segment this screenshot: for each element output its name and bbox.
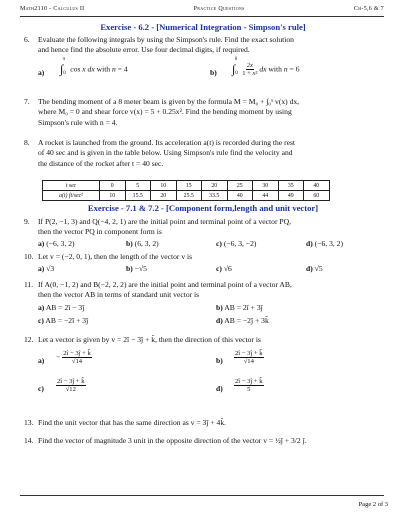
q9-option-d: (−6, 3, 2) [314, 239, 343, 248]
q12-number: 12. [24, 335, 34, 344]
table-cell: 25 [227, 181, 253, 191]
q14-line1: Find the vector of magnitude 3 unit in the opposite direction of the vector v = ½ĵ + 3/2 ĵ. [38, 436, 307, 445]
q8-line1: A rocket is launched from the ground. Its acceleration a(t) is recorded during the rest [38, 138, 296, 147]
q11-option-a: AB = 2î − 3ĵ [45, 303, 85, 312]
q6-a-label: a) [38, 68, 45, 77]
question-8 [24, 138, 389, 169]
q12-a-denominator: √14 [71, 358, 83, 365]
question-12 [24, 335, 389, 345]
table-cell: 40 [304, 181, 330, 191]
q10-options [38, 264, 388, 274]
q9-option-b: (6, 3, 2) [134, 239, 159, 248]
q11-option-c: AB = −2î + 3ĵ [45, 316, 89, 325]
table-cell: 15 [176, 181, 202, 191]
q12-options [38, 350, 388, 410]
q6-b-label: b) [210, 68, 217, 77]
option-c-label: c) [216, 239, 222, 248]
q12-a-sign: − [56, 352, 61, 362]
q6-line1: Evaluate the following integrals by using the Simpson's rule. Find the exact solution [38, 35, 294, 44]
option-c-label: c) [216, 264, 222, 273]
table-row-acceleration [43, 191, 330, 201]
q9-number: 9. [24, 217, 30, 226]
header-chapters: Ch-5,6 & 7 [353, 6, 384, 12]
q11-line2: then the vector AB in terms of standard unit vector is [38, 290, 200, 300]
option-b-label: b) [216, 356, 223, 365]
q13-line1: Find the unit vector that has the same direction as v = 3ĵ + 4k̂. [38, 418, 227, 427]
q12-option-c [56, 378, 86, 393]
option-d-label: d) [306, 264, 313, 273]
q6-number: 6. [24, 35, 30, 44]
q13-number: 13. [24, 418, 34, 427]
question-6 [24, 35, 389, 56]
q10-option-d: √5 [314, 264, 323, 273]
option-d-label: d) [216, 316, 223, 325]
q12-option-a [56, 350, 92, 365]
q14-number: 14. [24, 436, 34, 445]
option-a-label: a) [38, 356, 45, 365]
q9-options [38, 239, 388, 249]
q11-options [38, 303, 388, 327]
q12-d-denominator: 5 [247, 386, 251, 393]
q7-line3: Simpson's rule with n = 4. [38, 117, 118, 127]
q6-a-expr: $\int_0^\pi$ cos x dx with n = 4 [60, 56, 128, 76]
q11-line1: If A(0, −1, 2) and B(−2, 2, 2) are the initial point and terminal point of a vector AB, [38, 280, 292, 289]
q12-d-numerator: 2î − 3ĵ + k̂ [235, 378, 263, 385]
q10-number: 10. [24, 252, 34, 261]
option-d-label: d) [216, 384, 223, 393]
q7-line2: where M₀ = 0 and shear force v(x) = 5 + 0.25x². Find the bending moment by using [38, 107, 292, 117]
q10-option-a: √3 [46, 264, 55, 273]
table-cell: 0 [100, 181, 126, 191]
option-c-label: c) [38, 316, 44, 325]
table-cell: 20 [202, 181, 228, 191]
table-cell: 25.5 [176, 191, 202, 201]
table-cell: 33.5 [202, 191, 228, 201]
q10-line1: Let v = (−2, 0, 1), then the length of the vector v is [38, 252, 193, 261]
table-cell: 5 [125, 181, 151, 191]
q11-option-b: AB = 2î + 3ĵ [224, 303, 263, 312]
page-number: Page 2 of 3 [358, 501, 388, 508]
q12-option-b [234, 350, 264, 365]
q10-option-b: −√5 [134, 264, 147, 273]
q8-line2: of 40 sec and is given in the table below. Using Simpson's rule find the velocity and [38, 148, 293, 158]
q12-b-denominator: √14 [243, 358, 254, 365]
q11-option-d: AB = −2ĵ + 3k̂ [224, 316, 269, 325]
q11-number: 11. [24, 280, 34, 289]
q6-line2: and hence find the absolute error. Use four decimal digits, if required. [38, 45, 250, 55]
table-row-time [43, 181, 330, 191]
table-cell: 44 [253, 191, 279, 201]
course-name: Math2110 - Calculus II [20, 6, 85, 12]
table-row-label: t sec [43, 181, 100, 191]
q12-a-numerator: 2î − 3ĵ + k̂ [63, 350, 91, 357]
option-d-label: d) [306, 239, 313, 248]
option-c-label: c) [38, 384, 44, 393]
table-cell: 15.5 [125, 191, 151, 201]
q12-c-denominator: √12 [65, 386, 76, 393]
option-b-label: b) [126, 264, 133, 273]
question-11 [24, 280, 389, 301]
option-a-label: a) [38, 264, 45, 273]
table-cell: 60 [304, 191, 330, 201]
option-b-label: b) [126, 239, 133, 248]
table-cell: 40 [227, 191, 253, 201]
option-b-label: b) [216, 303, 223, 312]
q6-options [38, 56, 388, 88]
q12-b-numerator: 2î − 3ĵ + k̂ [235, 350, 263, 357]
q8-line3: the distance of the rocket after t = 40 sec. [38, 158, 164, 168]
q7-number: 7. [24, 97, 30, 106]
table-row-label: a(t) ft/sec² [43, 191, 100, 201]
q12-c-numerator: 2î − 3ĵ + k̂ [57, 378, 85, 385]
question-13 [24, 418, 389, 428]
header-title: Practice Questions [193, 6, 245, 12]
question-7 [24, 97, 389, 128]
table-cell: 10 [151, 181, 177, 191]
table-cell: 10 [100, 191, 126, 201]
q10-option-c: √6 [223, 264, 232, 273]
q9-line2: then the vector PQ in component form is [38, 227, 162, 237]
table-cell: 49 [278, 191, 304, 201]
option-a-label: a) [38, 303, 45, 312]
footer-rule [20, 495, 384, 496]
q9-option-c: (−6, 3, −2) [223, 239, 257, 248]
q9-line1: If P(2, −1, 3) and Q(−4, 2, 1) are the initial point and terminal point of a vector PQ, [38, 217, 291, 226]
table-cell: 20 [151, 191, 177, 201]
q6-b-expr: $\int_0^6$ $\frac{2x}{\text{1 + x²}}$ dx with n = 6 [232, 56, 300, 77]
question-10 [24, 252, 389, 262]
page-header [20, 6, 384, 12]
q12-option-d [234, 378, 264, 393]
q7-line1: The bending moment of a 8 meter beam is given by the formula M = M₀ + ∫₀ˣ v(x) dx, [38, 97, 300, 106]
q9-option-a: (−6, 3, 2) [46, 239, 75, 248]
q12-line1: Let a vector is given by v = 2î − 3ĵ + k̂, then the direction of this vector is [38, 335, 261, 344]
section-title-simpson: Exercise - 6.2 - [Numerical Integration - Simpson's rule] [100, 22, 306, 32]
acceleration-table [42, 180, 330, 201]
section-title-vectors: Exercise - 7.1 & 7.2 - [Component form,length and unit vector] [87, 203, 319, 213]
option-a-label: a) [38, 239, 45, 248]
table-cell: 35 [278, 181, 304, 191]
question-9 [24, 217, 389, 238]
question-14 [24, 436, 389, 446]
table-cell: 30 [253, 181, 279, 191]
q8-number: 8. [24, 138, 30, 147]
header-rule [20, 16, 384, 17]
